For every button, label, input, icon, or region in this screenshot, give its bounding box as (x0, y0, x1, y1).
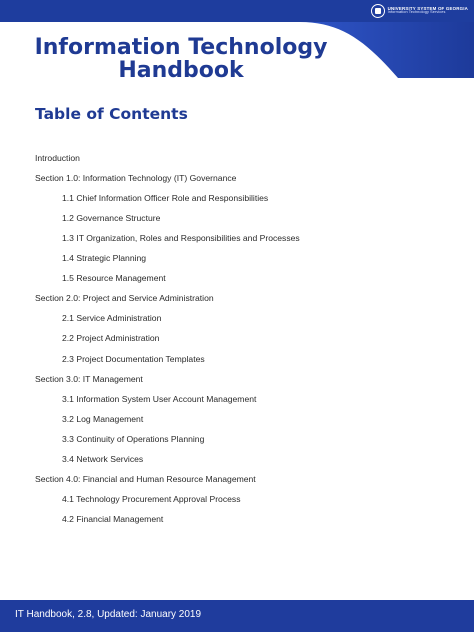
document-title (0, 36, 362, 82)
document-title-line2: Handbook (118, 58, 244, 83)
toc-item[interactable]: 3.3 Continuity of Operations Planning (62, 433, 205, 444)
toc-item[interactable]: Introduction (35, 153, 80, 163)
toc-item[interactable]: 1.5 Resource Management (62, 273, 166, 284)
footer-bar (0, 600, 474, 632)
toc-item[interactable]: 3.2 Log Management (62, 413, 144, 424)
toc-item[interactable]: 4.2 Financial Management (62, 513, 164, 524)
toc-item[interactable]: 4.1 Technology Procurement Approval Process (62, 493, 241, 504)
footer-text: IT Handbook, 2.8, Updated: January 2019 (15, 609, 202, 620)
toc-item[interactable]: 3.1 Information System User Account Management (62, 393, 257, 404)
toc-item[interactable]: 2.3 Project Documentation Templates (62, 353, 205, 364)
document-title-line1: Information Technology (34, 35, 328, 60)
toc-item[interactable]: 2.1 Service Administration (62, 313, 162, 324)
toc-item[interactable]: Section 3.0: IT Management (35, 373, 143, 384)
usg-logo (371, 2, 468, 20)
toc-item[interactable]: Section 2.0: Project and Service Administration (35, 293, 214, 304)
logo-line1: UNIVERSITY SYSTEM OF GEORGIA (387, 5, 468, 11)
toc-item[interactable]: 3.4 Network Services (62, 453, 144, 464)
logo-line2: Information Technology Services (387, 10, 446, 15)
toc-item[interactable]: Section 1.0: Information Technology (IT) Governance (35, 173, 237, 184)
toc-item[interactable]: Section 4.0: Financial and Human Resource Management (35, 473, 256, 484)
toc-heading: Table of Contents (35, 105, 188, 123)
toc-item[interactable]: 1.2 Governance Structure (62, 213, 161, 224)
toc-item[interactable]: 1.1 Chief Information Officer Role and Responsibilities (62, 193, 269, 204)
toc-item[interactable]: 1.3 IT Organization, Roles and Responsibilities and Processes (62, 233, 300, 244)
toc-item[interactable]: 2.2 Project Administration (62, 333, 160, 344)
toc-item[interactable]: 1.4 Strategic Planning (62, 253, 147, 264)
usg-seal-icon (371, 4, 385, 18)
